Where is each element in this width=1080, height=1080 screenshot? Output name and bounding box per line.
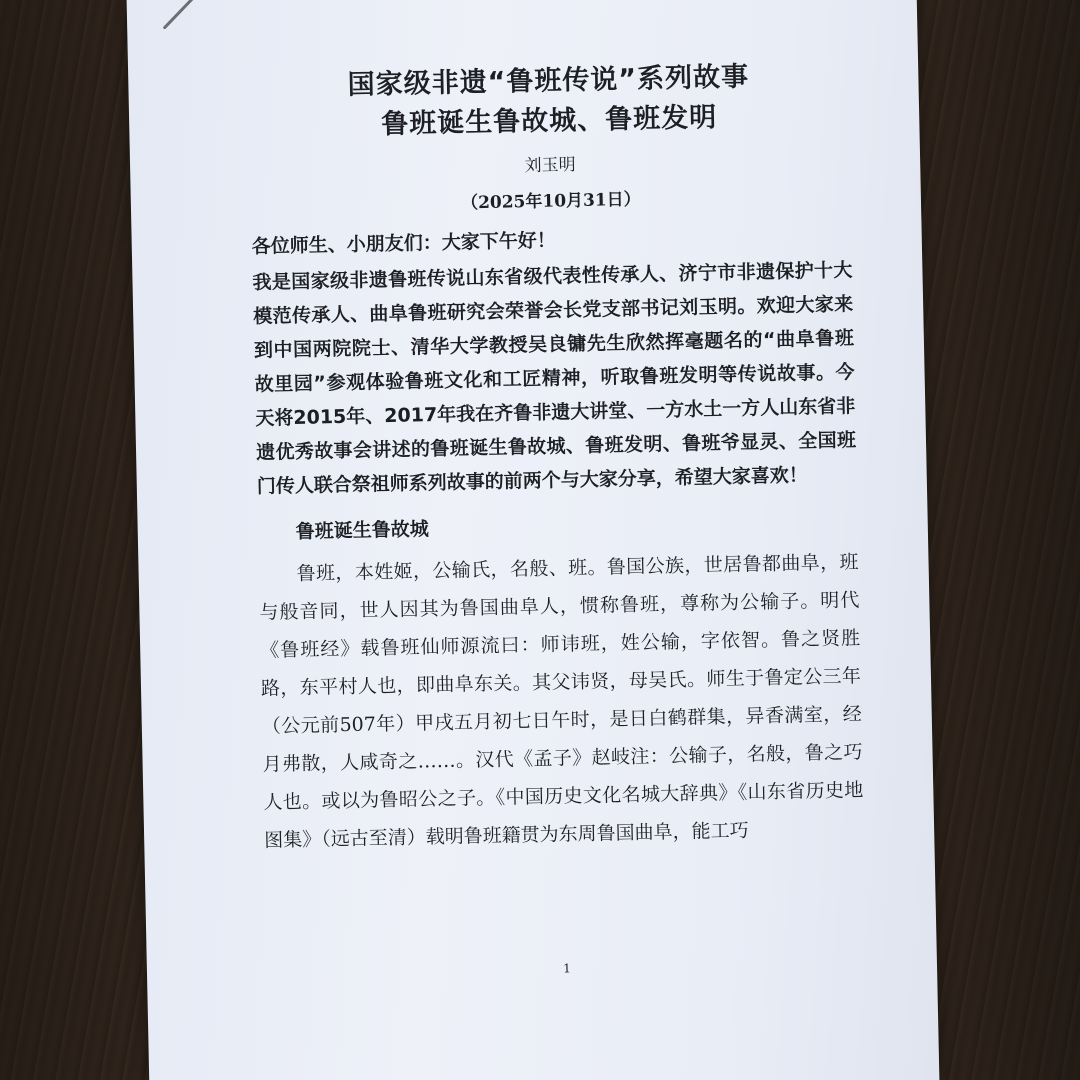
document	[248, 55, 865, 976]
document-title	[248, 55, 850, 148]
paper-sheet	[127, 0, 940, 1080]
greeting: 各位师生、小朋友们：大家下午好！	[251, 229, 556, 258]
author: 刘玉明	[524, 155, 576, 177]
section-title: 鲁班诞生鲁故城	[295, 518, 429, 543]
date: （2025年10月31日）	[460, 189, 641, 214]
page-number: 1	[563, 961, 571, 976]
body-paragraph: 鲁班，本姓姬，公输氏，名般、班。鲁国公族，世居鲁都曲阜，班与般音同，世人因其为鲁国曲阜人，惯称鲁班，尊称为公输子。明代《鲁班经》载鲁班仙师源流曰：师讳班，姓公输，字依智。鲁之贤胜路，东平村人也，即曲阜东关。其父讳贤，母吴氏。师生于鲁定公三年（公元前507年）甲戌五月初七日午时，是日白鹤群集，异香满室，经月弗散，人咸奇之……。汉代《孟子》赵岐注：公输子，名般，鲁之巧人也。或以为鲁昭公之子。《中国历史文化名城大辞典》《山东省历史地图集》（远古至清）载明鲁班籍贯为东周鲁国曲阜，能工巧	[259, 551, 864, 852]
title-line-1: 国家级非遗“鲁班传说”系列故事	[347, 61, 750, 101]
intro-paragraph: 我是国家级非遗鲁班传说山东省级代表性传承人、济宁市非遗保护十大模范传承人、曲阜鲁班研究会荣誉会长党支部书记刘玉明。欢迎大家来到中国两院院士、清华大学教授吴良镛先生欣然挥毫题名的“曲阜鲁班故里园”参观体验鲁班文化和工匠精神，听取鲁班发明等传说故事。今天将2015年、2017年我在齐鲁非遗大讲堂、一方水土一方人山东省非遗优秀故事会讲述的鲁班诞生鲁故城、鲁班发明、鲁班爷显灵、全国班门传人联合祭祖师系列故事的前两个与大家分享，希望大家喜欢！	[252, 259, 857, 498]
staple	[163, 0, 196, 30]
title-line-2: 鲁班诞生鲁故城、鲁班发明	[380, 102, 718, 141]
